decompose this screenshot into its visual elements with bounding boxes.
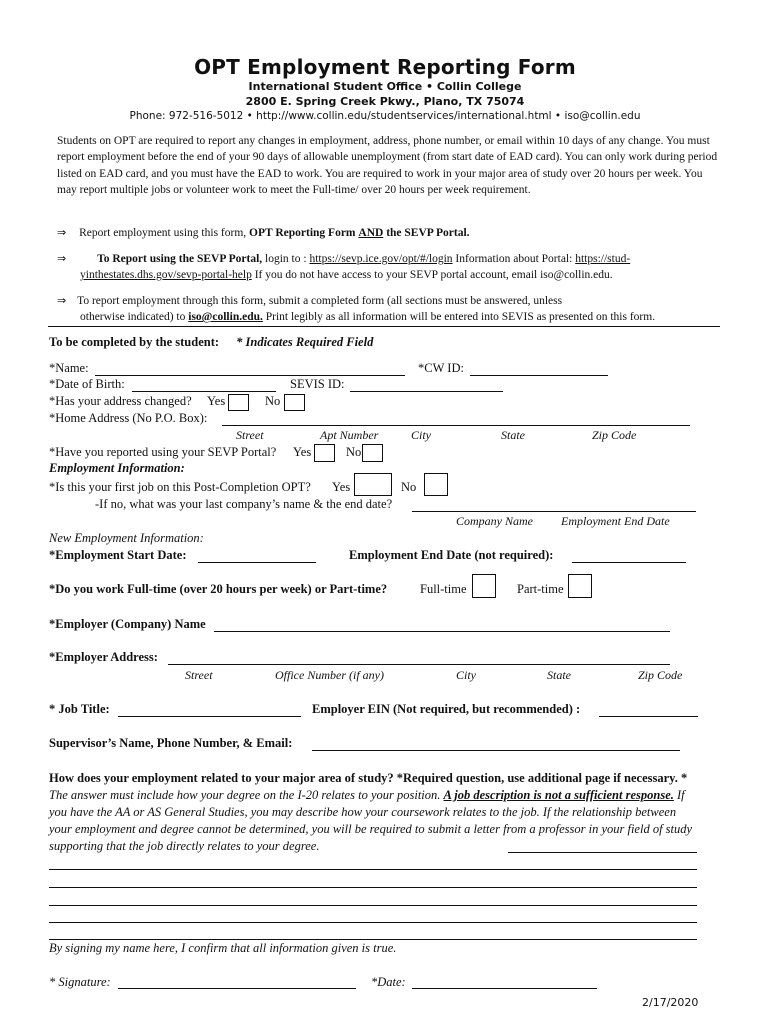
address-changed-question: *Has your address changed? bbox=[49, 394, 192, 408]
job-title-field[interactable] bbox=[118, 716, 301, 717]
fulltime-checkbox[interactable] bbox=[472, 574, 496, 598]
relation-answer-line-3[interactable] bbox=[49, 905, 697, 906]
address-yes-checkbox[interactable] bbox=[228, 394, 249, 411]
dob-label: *Date of Birth: bbox=[49, 377, 125, 391]
ein-field[interactable] bbox=[599, 716, 698, 717]
last-company-question: -If no, what was your last company’s name & the end date? bbox=[95, 497, 393, 511]
address-no-checkbox[interactable] bbox=[284, 394, 305, 411]
iso-email-link[interactable]: iso@collin.edu. bbox=[188, 311, 263, 323]
form-title: OPT Employment Reporting Form bbox=[194, 55, 576, 79]
name-field[interactable] bbox=[95, 375, 405, 376]
employment-heading: Employment Information: bbox=[49, 461, 185, 475]
emp-caption-office: Office Number (if any) bbox=[275, 668, 384, 682]
revision-date: 2/17/2020 bbox=[642, 996, 699, 1009]
emp-caption-state: State bbox=[547, 668, 571, 682]
signature-field[interactable] bbox=[118, 988, 356, 989]
intro-paragraph: Students on OPT are required to report any changes in employment, address, phone number, or email within 10 days of any change. You must report employment before the end of your 90 days of allowable unemployment (from start date of EAD card). You can only work during period listed on EAD card, and you must have the EAD to work. You are required to work in your major area of study over 20 hours per week. You may report multiple jobs or volunteer work to meet the Full-time/ over 20 hours per week requirement. bbox=[57, 135, 718, 197]
sevp-help-link[interactable]: https://stud- bbox=[575, 253, 631, 265]
firstjob-yes-checkbox[interactable] bbox=[354, 473, 392, 496]
date-field[interactable] bbox=[412, 988, 597, 989]
relation-answer-line-5[interactable] bbox=[49, 939, 697, 940]
parttime-label: Part-time bbox=[517, 582, 564, 596]
bullet-3-cont: otherwise indicated) to iso@collin.edu. Print legibly as all information will be entered into SEVIS as presented on this form. bbox=[80, 311, 656, 323]
sevis-field[interactable] bbox=[350, 391, 503, 392]
addr-caption-apt: Apt Number bbox=[320, 428, 379, 442]
end-date-label: Employment End Date (not required): bbox=[349, 548, 554, 562]
sevp-no-checkbox[interactable] bbox=[362, 444, 383, 462]
relation-answer-line-2[interactable] bbox=[49, 887, 697, 888]
address-yes-label: Yes bbox=[207, 394, 226, 408]
last-caption-enddate: Employment End Date bbox=[561, 514, 670, 528]
bullet-1: ⇒ Report employment using this form, OPT Reporting Form AND the SEVP Portal. bbox=[57, 226, 470, 239]
sevp-login-link[interactable]: https://sevp.ice.gov/opt/#/login bbox=[309, 253, 453, 265]
bullet-2-cont: yinthestates.dhs.gov/sevp-portal-help If you do not have access to your SEVP portal account, email iso@collin.edu. bbox=[80, 269, 613, 281]
supervisor-label: Supervisor’s Name, Phone Number, & Email: bbox=[49, 736, 293, 750]
parttime-checkbox[interactable] bbox=[568, 574, 592, 598]
emp-caption-street: Street bbox=[185, 668, 213, 682]
student-heading: To be completed by the student: * Indicates Required Field bbox=[49, 335, 374, 349]
relation-question: How does your employment related to your major area of study? *Required question, use additional page if necessary. * The answer must include how your degree on the I-20 relates to your position. A job description is not a sufficient response. If you have the AA or AS General Studies, you may describe how your coursework relates to the job. If the relationship between your employment and degree cannot be determined, you will be required to submit a letter from a professor in your field of study supporting that the job directly relates to your degree. bbox=[49, 771, 693, 853]
arrow-icon: ⇒ bbox=[57, 294, 67, 307]
addr-caption-state: State bbox=[501, 428, 525, 442]
ein-label: Employer EIN (Not required, but recommended) : bbox=[312, 702, 581, 716]
emp-caption-city: City bbox=[456, 668, 476, 682]
new-employment-heading: New Employment Information: bbox=[49, 531, 204, 545]
sevp-yes-checkbox[interactable] bbox=[314, 444, 335, 462]
sevp-help-link-cont[interactable]: yinthestates.dhs.gov/sevp-portal-help bbox=[80, 269, 252, 281]
home-address-field[interactable] bbox=[222, 425, 690, 426]
bullet-3: ⇒ To report employment through this form, submit a completed form (all sections must be answered, unless bbox=[57, 294, 563, 307]
name-label: *Name: bbox=[49, 361, 89, 375]
start-date-field[interactable] bbox=[198, 562, 316, 563]
dob-field[interactable] bbox=[132, 391, 276, 392]
relation-answer-line-4[interactable] bbox=[49, 922, 697, 923]
fulltime-label: Full-time bbox=[420, 582, 467, 596]
office-name: International Student Office • Collin College bbox=[248, 80, 522, 93]
section-divider bbox=[48, 326, 720, 327]
sevis-label: SEVIS ID: bbox=[290, 377, 345, 391]
addr-caption-zip: Zip Code bbox=[592, 428, 637, 442]
sevp-reported-question: *Have you reported using your SEVP Portal? bbox=[49, 445, 277, 459]
bullet-2: ⇒ To Report using the SEVP Portal, login to : https://sevp.ice.gov/opt/#/login Information about Portal: https://stud- bbox=[57, 252, 631, 265]
addr-caption-city: City bbox=[411, 428, 431, 442]
employer-address-field[interactable] bbox=[168, 664, 670, 665]
address-no-label: No bbox=[265, 394, 281, 408]
relation-answer-line-1[interactable] bbox=[49, 869, 697, 870]
cwid-label: *CW ID: bbox=[418, 361, 464, 375]
job-title-label: * Job Title: bbox=[49, 702, 110, 716]
confirm-statement: By signing my name here, I confirm that all information given is true. bbox=[49, 941, 397, 955]
date-label: *Date: bbox=[371, 975, 406, 989]
relation-answer-line-0[interactable] bbox=[508, 852, 697, 853]
end-date-field[interactable] bbox=[572, 562, 686, 563]
supervisor-field[interactable] bbox=[312, 750, 680, 751]
firstjob-no-checkbox[interactable] bbox=[424, 473, 448, 496]
emp-caption-zip: Zip Code bbox=[638, 668, 683, 682]
arrow-icon: ⇒ bbox=[57, 226, 67, 239]
cwid-field[interactable] bbox=[470, 375, 608, 376]
home-address-label: *Home Address (No P.O. Box): bbox=[49, 411, 208, 425]
office-address: 2800 E. Spring Creek Pkwy., Plano, TX 75074 bbox=[245, 95, 525, 108]
employer-name-field[interactable] bbox=[214, 631, 670, 632]
employer-address-label: *Employer Address: bbox=[49, 650, 158, 664]
signature-label: * Signature: bbox=[49, 975, 111, 989]
office-contact: Phone: 972-516-5012 • http://www.collin.edu/studentservices/international.html • iso@collin.edu bbox=[129, 110, 641, 122]
addr-caption-street: Street bbox=[236, 428, 264, 442]
first-job-question: *Is this your first job on this Post-Completion OPT? bbox=[49, 480, 311, 494]
last-caption-company: Company Name bbox=[456, 514, 533, 528]
last-company-field[interactable] bbox=[412, 511, 696, 512]
firstjob-yes-label: Yes bbox=[332, 480, 351, 494]
start-date-label: *Employment Start Date: bbox=[49, 548, 187, 562]
firstjob-no-label: No bbox=[401, 480, 417, 494]
fulltime-question: *Do you work Full-time (over 20 hours per week) or Part-time? bbox=[49, 582, 388, 596]
employer-name-label: *Employer (Company) Name bbox=[49, 617, 206, 631]
sevp-no-label: No bbox=[346, 445, 362, 459]
sevp-yes-label: Yes bbox=[293, 445, 312, 459]
arrow-icon: ⇒ bbox=[57, 252, 67, 265]
